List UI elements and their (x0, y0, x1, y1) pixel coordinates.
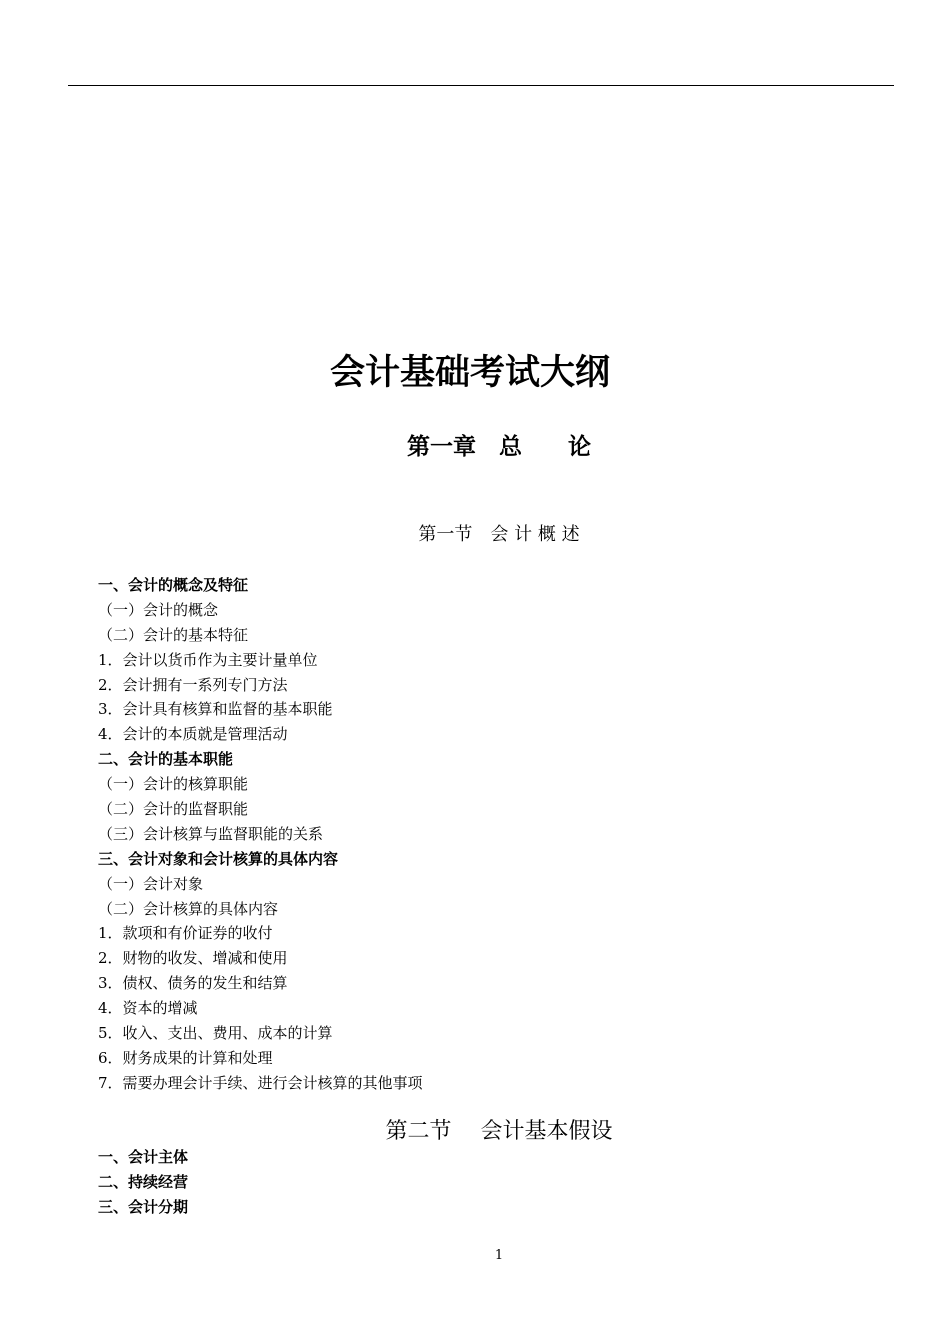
outline-item: （一）会计的核算职能 (98, 775, 249, 794)
outline-item: 2．财物的收发、增减和使用 (98, 949, 288, 968)
outline-item: 2．会计拥有一系列专门方法 (98, 675, 288, 694)
outline-item: 3．债权、债务的发生和结算 (98, 974, 288, 993)
page-number: 1 (494, 1248, 504, 1263)
section-1-outline (98, 573, 898, 1096)
outline-item: 4．会计的本质就是管理活动 (98, 725, 288, 744)
outline-item: 1．会计以货币作为主要计量单位 (98, 650, 318, 669)
section-2-outline (98, 1145, 898, 1220)
outline-heading: 三、会计对象和会计核算的具体内容 (98, 849, 339, 868)
section-title-2: 第二节 会计基本假设 (385, 1119, 613, 1144)
outline-item: 7．需要办理会计手续、进行会计核算的其他事项 (98, 1073, 423, 1092)
outline-item: （三）会计核算与监督职能的关系 (98, 824, 324, 843)
chapter-title: 第一章 总 论 (407, 434, 591, 460)
outline-item: 3．会计具有核算和监督的基本职能 (98, 700, 333, 719)
section-title-1: 第一节 会 计 概 述 (418, 524, 580, 545)
outline-item: 1．款项和有价证券的收付 (98, 924, 273, 943)
outline-item: 5．收入、支出、费用、成本的计算 (98, 1024, 333, 1043)
outline-item: （一）会计的概念 (98, 600, 219, 619)
document-title: 会计基础考试大纲 (329, 353, 610, 393)
outline-item: 4．资本的增减 (98, 999, 198, 1018)
header-rule (68, 85, 894, 86)
outline-heading: 二、会计的基本职能 (98, 750, 234, 769)
outline-heading: 二、持续经营 (98, 1172, 189, 1191)
outline-heading: 三、会计分期 (98, 1197, 189, 1216)
outline-item: （一）会计对象 (98, 874, 204, 893)
outline-heading: 一、会计主体 (98, 1148, 189, 1166)
outline-item: （二）会计核算的具体内容 (98, 899, 279, 918)
outline-item: 6．财务成果的计算和处理 (98, 1048, 273, 1067)
outline-heading: 一、会计的概念及特征 (98, 576, 249, 594)
outline-item: （二）会计的监督职能 (98, 800, 249, 819)
outline-item: （二）会计的基本特征 (98, 625, 249, 644)
